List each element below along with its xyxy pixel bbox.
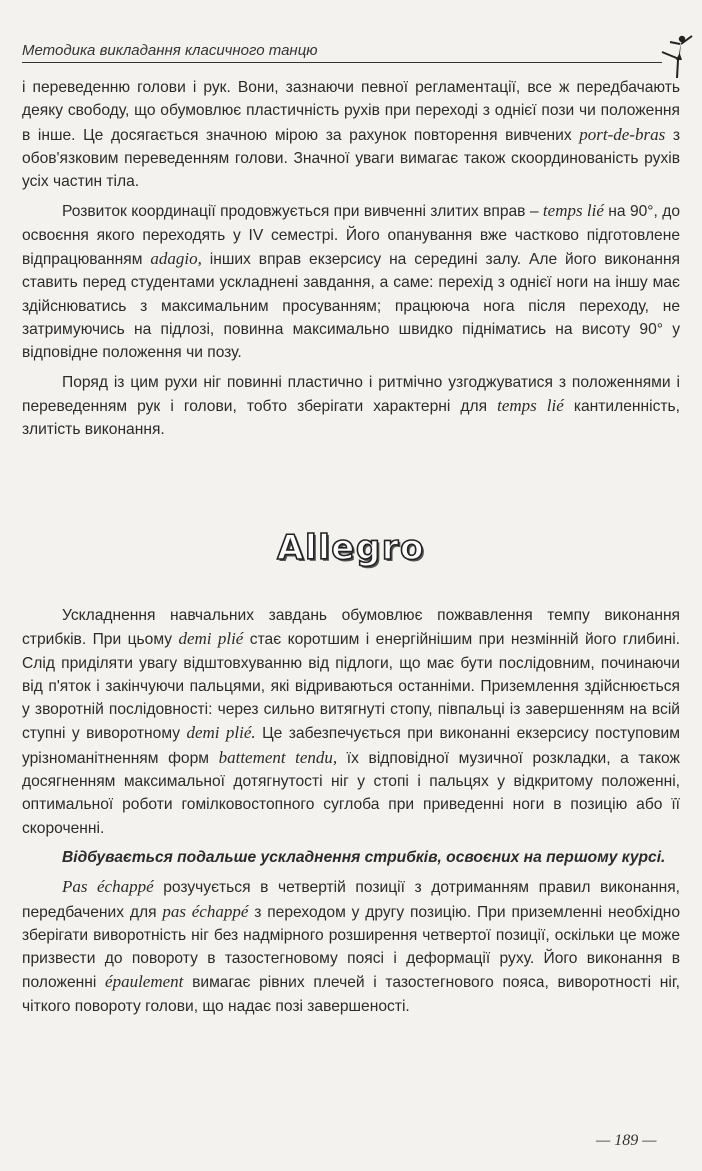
section-coordination	[22, 76, 680, 441]
term-pas-echappe: pas échappé	[162, 901, 249, 921]
term-adagio: adagio,	[150, 249, 202, 269]
term-port-de-bras: port-de-bras	[579, 124, 666, 144]
section-heading: Allegro	[277, 528, 425, 568]
paragraph: Pas échappé розучується в четвертій позиції з дотриманням правил виконання, передбачених для pas échappé з переходом у другу позицію. При приземленні необхідно зберігати виворотність ніг без надмірного розширення четвертої позиції, оскільки це може призвести до повороту в тазостегновому поясі і деформації руху. Його виконання в положенні épaulement вимагає рівних плечей і тазостегнового пояса, виворотності ніг, чіткого повороту голови, що надає позі завершеності.	[22, 877, 681, 1015]
section-heading-wrap	[0, 528, 702, 578]
term-demi-plie: demi plié	[178, 629, 244, 649]
paragraph: Ускладнення навчальних завдань обумовлює пожвавлення темпу виконання стрибків. При цьому demi plié стає коротшим і енергійнішим при незмінній його глибині. Слід приділяти увагу відштовхуванню від підлоги, що має бути послідовним, починаючи від п'яток і закінчуючи пальцями, які відриваються останніми. Приземлення здійснюється у зворотній послідовності: через сильно витягнуті стопу, півпальці із завершенням на всій ступні у виворотному demi plié. Це забезпечується при виконанні екзерсису поступовим урізноманітненням форм battement tendu, їх відповідної музичної розкладки, а також досягненням максимальної дотягнутості ніг у стопі і пальцях у відкритому положенні, оптимальної роботи гомілковостопного суглоба при приведенні ноги в позицію або її скороченні.	[22, 607, 680, 837]
page-number: — 189 —	[596, 1132, 657, 1149]
paragraph: Розвиток координації продовжується при вивченні злитих вправ – temps lié на 90°, до освоєння якого переходять у IV семестрі. Його опанування вже частково підготовлене відпрацюванням adagio, інших вправ екзерсису на середині залу. Але його виконання ставить перед студентами ускладнені завдання, а саме: перехід з однієї ноги на іншу має здійснюватись з максимальним просуванням; працююча нога після переходу, не затримуючись на підлозі, повинна максимально швидко підніматись на висоту 90° у відповідне положення чи позу.	[22, 201, 681, 362]
running-header-title: Методика викладання класичного танцю	[22, 42, 318, 59]
bold-statement: Відбувається подальше ускладнення стрибків, освоєних на першому курсі.	[62, 848, 666, 866]
section-allegro	[22, 604, 680, 1018]
term-epaulement: épaulement	[105, 972, 184, 992]
term-temps-lie: temps lié	[497, 395, 564, 415]
ballerina-icon	[652, 30, 698, 80]
paragraph: і переведенню голови і рук. Вони, зазнаючи певної регламентації, все ж передбачають деяку свободу, що обумовлює пластичність рухів при переході з однієї пози чи положення в інше. Це досягається значною мірою за рахунок повторення вивчених port-de-bras з обов'язковим переведенням голови. Значної уваги вимагає також скоординованість рухів усіх частин тіла.	[22, 79, 680, 191]
term-demi-plie: demi plié.	[186, 723, 256, 743]
running-header	[22, 30, 678, 66]
term-battement-tendu: battement tendu,	[218, 747, 338, 767]
paragraph: Поряд із цим рухи ніг повинні пластично і ритмічно узгоджуватися з положеннями і переведенням рук і голови, тобто зберігати характерні для temps lié кантиленність, злитість виконання.	[22, 373, 680, 439]
term-pas-echappe: Pas échappé	[62, 877, 154, 897]
header-rule	[22, 62, 662, 63]
term-temps-lie: temps lié	[542, 201, 604, 221]
